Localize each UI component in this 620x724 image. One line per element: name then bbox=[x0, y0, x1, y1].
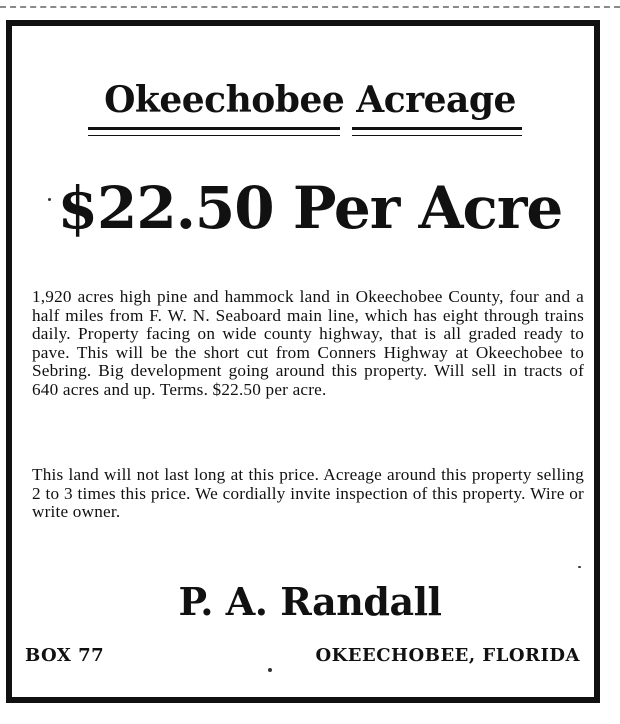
body-paragraph-1: 1,920 acres high pine and hammock land in Okeechobee County, four and a half miles from F. W. N. Seaboard main line, which has eight through trains daily. Property facing on wide county highway, that is all graded ready to pave. This will be the short cut from Conners Highway at Okeechobee to Sebring. Big development going around this property. Will sell in tracts of 640 acres and up. Terms. $22.50 per acre. bbox=[32, 287, 584, 399]
headline-underline-left bbox=[88, 127, 340, 136]
price-headline: $22.50 Per Acre bbox=[57, 174, 563, 242]
print-speck bbox=[578, 566, 581, 568]
print-speck bbox=[48, 198, 51, 201]
headline-underline-right bbox=[352, 127, 522, 136]
headline: Okeechobee Acreage bbox=[104, 79, 516, 121]
owner-name: P. A. Randall bbox=[178, 579, 442, 624]
box-number: BOX 77 bbox=[25, 645, 105, 666]
owner-location: OKEECHOBEE, FLORIDA bbox=[315, 645, 580, 666]
body-paragraph-2: This land will not last long at this price. Acreage around this property selling 2 to 3 times this price. We cordially invite inspection of this property. Wire or write owner. bbox=[32, 465, 584, 522]
top-dashed-rule bbox=[0, 6, 620, 8]
print-speck bbox=[268, 668, 272, 672]
